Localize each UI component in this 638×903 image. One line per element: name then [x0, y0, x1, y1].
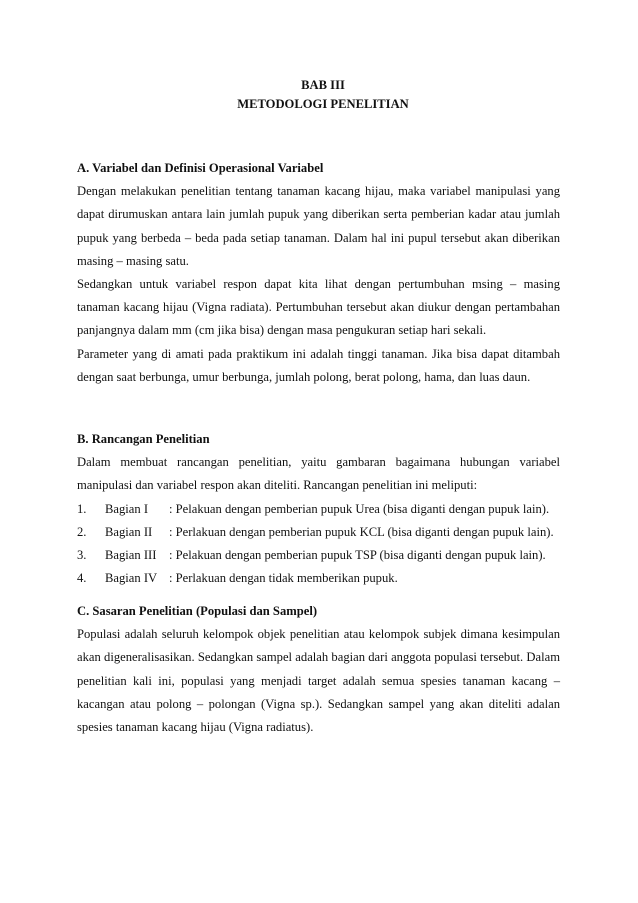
- list-item-text: : Perlakuan dengan pemberian pupuk KCL (bisa diganti dengan pupuk lain).: [169, 524, 554, 539]
- chapter-title: METODOLOGI PENELITIAN: [237, 97, 409, 111]
- list-item: [77, 521, 560, 544]
- chapter-number: BAB III: [301, 78, 345, 92]
- list-item: [77, 567, 560, 590]
- section-b-heading: B. Rancangan Penelitian: [77, 432, 210, 446]
- section-a: [77, 157, 560, 389]
- list-item: [77, 498, 560, 521]
- list-item-label: Bagian II: [105, 524, 153, 539]
- list-item-label: Bagian I: [105, 501, 149, 516]
- section-c: [77, 600, 560, 739]
- section-a-paragraph-3: Parameter yang di amati pada praktikum ini adalah tinggi tanaman. Jika bisa dapat ditambah dengan saat berbunga, umur berbunga, jumlah polong, berat polong, hama, dan luas daun.: [77, 346, 560, 384]
- section-b: [77, 428, 560, 590]
- list-item-label: Bagian IV: [105, 571, 158, 586]
- section-a-paragraph-1: Dengan melakukan penelitian tentang tanaman kacang hijau, maka variabel manipulasi yang dapat dirumuskan antara lain jumlah pupuk yang diberikan serta pemberian kadar atau jumlah pupuk yang berbeda – beda pada setiap tanaman. Dalam hal ini pupul tersebut akan diberikan masing – masing satu.: [77, 184, 560, 268]
- design-list: [77, 498, 560, 591]
- section-c-heading: C. Sasaran Penelitian (Populasi dan Sampel): [77, 604, 318, 618]
- list-item-text: : Pelakuan dengan pemberian pupuk Urea (bisa diganti dengan pupuk lain).: [169, 501, 550, 516]
- section-a-heading: A. Variabel dan Definisi Operasional Variabel: [77, 161, 324, 175]
- list-item-number: 2.: [77, 524, 87, 539]
- section-b-paragraph-1: Dalam membuat rancangan penelitian, yaitu gambaran bagaimana hubungan variabel manipulasi dan variabel respon akan diteliti. Rancangan penelitian ini meliputi:: [77, 455, 560, 493]
- list-item: [77, 544, 560, 567]
- list-item-text: : Perlakuan dengan tidak memberikan pupuk.: [169, 571, 398, 586]
- list-item-text: : Pelakuan dengan pemberian pupuk TSP (bisa diganti dengan pupuk lain).: [169, 548, 546, 563]
- list-item-number: 4.: [77, 571, 87, 586]
- list-item-label: Bagian III: [105, 548, 157, 563]
- list-item-number: 1.: [77, 501, 87, 516]
- section-a-paragraph-2: Sedangkan untuk variabel respon dapat kita lihat dengan pertumbuhan msing – masing tanaman kacang hijau (Vigna radiata). Pertumbuhan tersebut akan diukur dengan pertambahan panjangnya dalam mm (cm jika bisa) dengan masa pengukuran setiap hari sekali.: [77, 277, 560, 338]
- list-item-number: 3.: [77, 548, 87, 563]
- section-c-paragraph-1: Populasi adalah seluruh kelompok objek penelitian atau kelompok subjek dimana kesimpulan akan digeneralisasikan. Sedangkan sampel adalah bagian dari anggota populasi tersebut. Dalam penelitian kali ini, populasi yang menjadi target adalah semua spesies tanaman kacang – kacangan atau polong – polongan (Vigna sp.). Sedangkan sampel yang akan diteliti adalan spesies tanaman kacang hijau (Vigna radiatus).: [77, 627, 560, 735]
